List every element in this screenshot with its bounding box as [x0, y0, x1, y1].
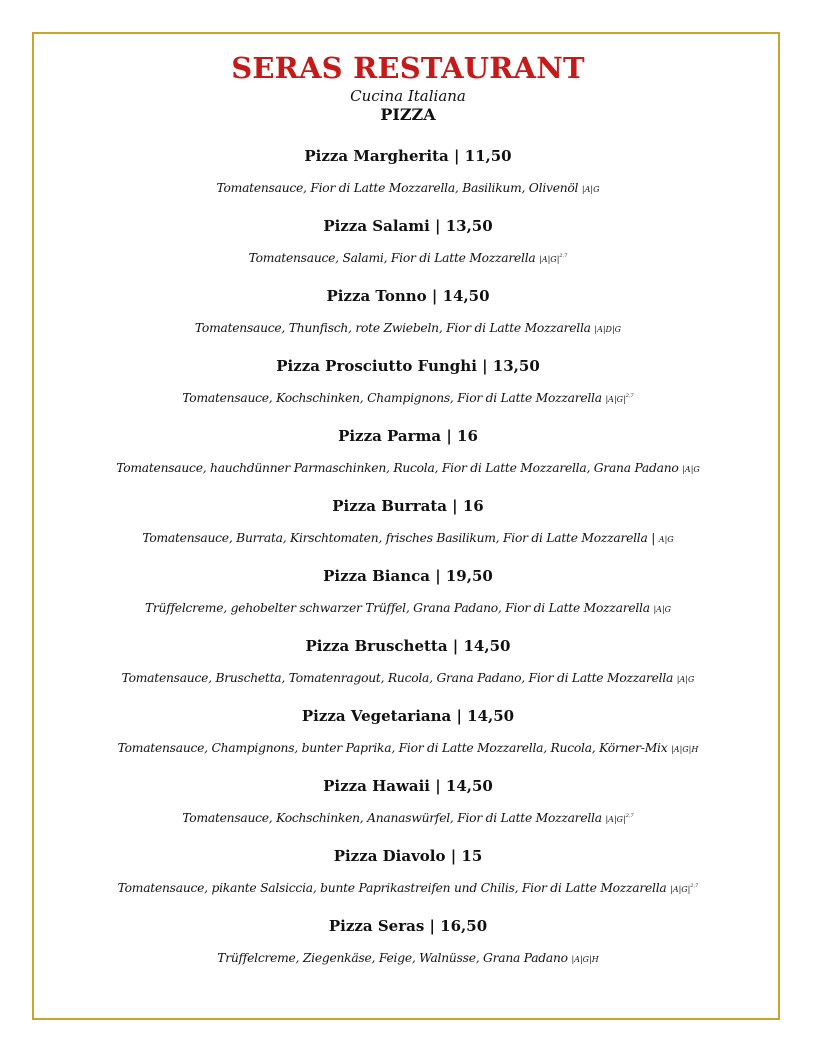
menu-header	[0, 50, 816, 125]
menu-item-allergens: |A|G	[653, 605, 672, 614]
menu-item-description	[0, 388, 816, 408]
menu-item-description	[0, 458, 816, 478]
menu-item-name: Pizza Prosciutto Funghi | 13,50	[276, 357, 540, 375]
menu-item-description	[0, 808, 816, 828]
menu-item-description	[0, 598, 816, 618]
menu-item-description	[0, 738, 816, 758]
menu-item-ingredients: Tomatensauce, Thunfisch, rote Zwiebeln, Fior di Latte Mozzarella	[194, 321, 591, 335]
menu-item-name: Pizza Seras | 16,50	[328, 917, 488, 935]
menu-item-ingredients: Tomatensauce, Salami, Fior di Latte Mozzarella	[248, 251, 536, 265]
menu-item-allergens: |A|G	[682, 465, 700, 474]
menu-item-allergens: |A|G|H	[671, 745, 699, 754]
menu-item-name: Pizza Bruschetta | 14,50	[305, 637, 511, 655]
menu-item	[0, 284, 816, 354]
menu-item-ingredients: Tomatensauce, Bruschetta, Tomatenragout, Rucola, Grana Padano, Fior di Latte Mozzarella	[121, 671, 674, 685]
menu-item-name: Pizza Salami | 13,50	[323, 217, 493, 235]
menu-item-description	[0, 668, 816, 688]
section-heading: PIZZA	[380, 105, 436, 124]
menu-item-description	[0, 878, 816, 898]
menu-item-description	[0, 528, 816, 548]
menu-item	[0, 844, 816, 914]
menu-item-name: Pizza Hawaii | 14,50	[323, 777, 493, 795]
menu-item-allergens: |A|D|G	[594, 325, 622, 334]
menu-item-ingredients: Tomatensauce, Kochschinken, Champignons, Fior di Latte Mozzarella	[182, 391, 602, 405]
menu-item	[0, 774, 816, 844]
menu-item-name: Pizza Vegetariana | 14,50	[301, 707, 515, 725]
menu-item-ingredients: Tomatensauce, hauchdünner Parmaschinken, Rucola, Fior di Latte Mozzarella, Grana Padano	[116, 461, 679, 475]
menu-item-ingredients: Tomatensauce, Kochschinken, Ananaswürfel, Fior di Latte Mozzarella	[182, 811, 602, 825]
menu-item-name: Pizza Bianca | 19,50	[323, 567, 493, 585]
menu-item	[0, 354, 816, 424]
menu-item-ingredients: Tomatensauce, Champignons, bunter Paprika, Fior di Latte Mozzarella, Rucola, Körner-Mix	[117, 741, 668, 755]
menu-item-allergens: |A|G|H	[571, 955, 599, 964]
menu-item	[0, 424, 816, 494]
menu-item-description	[0, 178, 816, 198]
menu-item-allergens: |A|G	[676, 675, 695, 684]
menu-item-ingredients: Trüffelcreme, Ziegenkäse, Feige, Walnüsse, Grana Padano	[217, 951, 568, 965]
menu-item-allergens: |A|G|	[605, 815, 626, 824]
menu-item-ingredients: Trüffelcreme, gehobelter schwarzer Trüffel, Grana Padano, Fior di Latte Mozzarella	[144, 601, 650, 615]
menu-item-description	[0, 248, 816, 268]
menu-item	[0, 214, 816, 284]
menu-item-name: Pizza Tonno | 14,50	[326, 287, 490, 305]
menu-item-additives: 2,7	[690, 883, 699, 889]
restaurant-title: SERAS RESTAURANT	[231, 51, 585, 85]
menu-item-description	[0, 318, 816, 338]
menu-item-ingredients: Tomatensauce, Burrata, Kirschtomaten, frisches Basilikum, Fior di Latte Mozzarella |	[142, 531, 656, 545]
menu-item-allergens: |A|G|	[670, 885, 691, 894]
menu-item	[0, 914, 816, 984]
menu-item-allergens: A|G	[658, 535, 674, 544]
menu-item-name: Pizza Parma | 16	[338, 427, 478, 445]
menu-item-allergens: |A|G|	[539, 255, 560, 264]
menu-item-additives: 2,7	[559, 253, 568, 259]
menu-item-ingredients: Tomatensauce, pikante Salsiccia, bunte Paprikastreifen und Chilis, Fior di Latte Mozzarella	[117, 881, 667, 895]
menu-item-ingredients: Tomatensauce, Fior di Latte Mozzarella, Basilikum, Olivenöl	[216, 181, 579, 195]
menu-item-additives: 2,7	[625, 393, 634, 399]
menu-item-allergens: |A|G	[581, 185, 600, 194]
menu-item	[0, 564, 816, 634]
menu-item	[0, 144, 816, 214]
menu-item	[0, 634, 816, 704]
menu-item-additives: 2,7	[625, 813, 634, 819]
menu-item-name: Pizza Burrata | 16	[332, 497, 484, 515]
menu-item	[0, 494, 816, 564]
menu-item-allergens: |A|G|	[605, 395, 626, 404]
menu-item-name: Pizza Margherita | 11,50	[304, 147, 512, 165]
menu-item-name: Pizza Diavolo | 15	[333, 847, 483, 865]
menu-list	[0, 144, 816, 984]
menu-item-description	[0, 948, 816, 968]
menu-item	[0, 704, 816, 774]
restaurant-subtitle: Cucina Italiana	[350, 87, 466, 105]
